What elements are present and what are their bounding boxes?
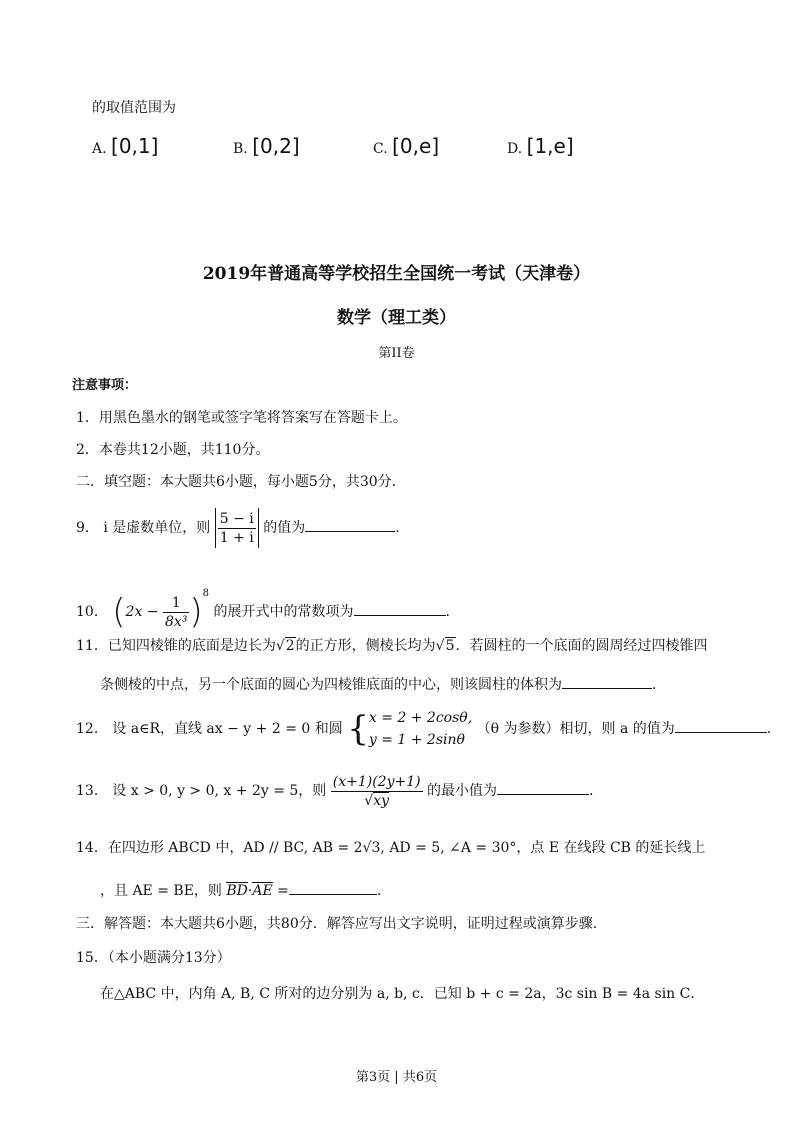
question-12: 12． 设 a∈R，直线 ax − y + 2 = 0 和圆 { x = 2 + 2cosθ, y = 1 + 2sinθ （θ 为参数）相切，则 a 的值为 . xyxy=(76,709,772,749)
q11-number: 11． xyxy=(76,638,108,654)
page-number: 第3页 | 共6页 xyxy=(355,1070,438,1085)
question-13: 13． 设 x > 0, y > 0, x + 2y = 5，则 $\frac{(x+1)(2y+1)}{√xy}$ 的最小值为 . xyxy=(76,773,594,809)
q12-tail: （θ 为参数）相切，则 a 的值为 xyxy=(476,721,675,737)
note-1: 1．用黑色墨水的钢笔或签字笔将答案写在答题卡上。 xyxy=(76,410,407,426)
q12-parametric-system xyxy=(369,707,472,751)
q13-text: 设 x > 0, y > 0, x + 2y = 5，则 xyxy=(112,783,327,799)
q9-answer-blank[interactable] xyxy=(305,517,395,532)
q14-equals: = xyxy=(277,883,289,899)
exam-subtitle: 数学（理工类） xyxy=(337,308,456,328)
dot-product-sign: · xyxy=(247,883,253,899)
q10-exponent: 8 xyxy=(202,588,210,599)
question-14-line-1 xyxy=(76,838,705,858)
previous-question-tail: 的取值范围为 xyxy=(92,100,176,116)
option-d xyxy=(507,136,574,159)
q10-answer-blank[interactable] xyxy=(354,601,446,616)
option-b-label: B. xyxy=(233,141,248,157)
question-15-body: 在△ABC 中，内角 A, B, C 所对的边分别为 a, b, c．已知 b + c = 2a，3c sin B = 4a sin C． xyxy=(100,986,705,1002)
q10-number: 10． xyxy=(76,604,108,620)
q10-expr: 2x − xyxy=(125,604,159,620)
q9-denominator: 1 + i xyxy=(219,529,254,546)
q9-tail: 的值为 xyxy=(263,520,306,536)
q10-denominator: 8x³ xyxy=(164,613,188,630)
question-11-line-1 xyxy=(76,636,708,656)
option-c xyxy=(373,136,439,159)
question-10: 10． (2x − $\frac{1}{\text{8x³}}$ )$^8$ 的展开式中的常数项为 . xyxy=(76,588,450,632)
q12-text: 设 a∈R，直线 ax − y + 2 = 0 和圆 xyxy=(112,721,343,737)
sqrt-5: √5 xyxy=(435,638,455,654)
q9-numerator: 5 − i xyxy=(219,510,254,527)
q14-number: 14． xyxy=(76,840,108,856)
q13-denominator: √xy xyxy=(364,792,390,809)
option-d-label: D. xyxy=(507,141,523,157)
option-b xyxy=(233,136,300,159)
option-a-value: [0,1] xyxy=(111,134,159,158)
option-b-value: [0,2] xyxy=(252,134,300,158)
question-9: 9． i 是虚数单位，则 $\frac{5 - i}{1 + i}$ 的值为 . xyxy=(76,508,400,548)
q11-text-d: 条侧棱的中点，另一个底面的圆心为四棱锥底面的中心，则该圆柱的体积为 xyxy=(100,677,562,693)
option-d-value: [1,e] xyxy=(526,134,574,158)
option-a-label: A. xyxy=(92,141,107,157)
q13-numerator: (x+1)(2y+1) xyxy=(332,773,421,790)
q9-text: i 是虚数单位，则 xyxy=(103,520,211,536)
q11-text-b: 的正方形，侧棱长均为 xyxy=(295,638,436,654)
q12-eq-2: y = 1 + 2sinθ xyxy=(368,732,465,748)
section-solution-heading: 三．解答题：本大题共6小题，共80分．解答应写出文字说明，证明过程或演算步骤. xyxy=(76,916,598,932)
option-c-label: C. xyxy=(373,141,388,157)
q11-text-c: ．若圆柱的一个底面的圆周经过四棱锥四 xyxy=(455,638,708,654)
notes-heading: 注意事项： xyxy=(72,378,138,393)
q9-modulus xyxy=(215,508,259,548)
q11-text-a: 已知四棱锥的底面是边长为 xyxy=(107,638,276,654)
q15-points: （本小题满分13分） xyxy=(107,950,231,966)
q14-text-a: 在四边形 ABCD 中，AD // BC, AB = 2√3, AD = 5, ∠A = 30°，点 E 在线段 CB 的延长线上 xyxy=(107,840,706,856)
q12-eq-1: x = 2 + 2cosθ, xyxy=(368,710,473,726)
question-14-line-2: ，且 AE = BE，则 BD·AE = . xyxy=(100,880,381,901)
q11-answer-blank[interactable] xyxy=(562,674,652,689)
question-15-header xyxy=(76,948,231,968)
q15-number: 15． xyxy=(76,950,108,966)
q9-number: 9． xyxy=(76,520,99,536)
option-c-value: [0,e] xyxy=(392,134,440,158)
q12-answer-blank[interactable] xyxy=(675,718,767,733)
q14-answer-blank[interactable] xyxy=(289,880,377,895)
q10-numerator: 1 xyxy=(163,594,189,613)
volume-label: 第II卷 xyxy=(378,346,415,361)
exam-title: 2019年普通高等学校招生全国统一考试（天津卷） xyxy=(202,264,591,284)
q13-number: 13． xyxy=(76,783,108,799)
vector-ae: AE xyxy=(252,883,273,899)
question-11-line-2: 条侧棱的中点，另一个底面的圆心为四棱锥底面的中心，则该圆柱的体积为 . xyxy=(100,674,656,695)
q10-tail: 的展开式中的常数项为 xyxy=(213,604,354,620)
section-fill-in-heading: 二．填空题：本大题共6小题，每小题5分，共30分. xyxy=(76,474,397,490)
sqrt-2: √2 xyxy=(275,638,295,654)
q13-answer-blank[interactable] xyxy=(497,780,589,795)
note-2: 2．本卷共12小题，共110分。 xyxy=(76,442,270,458)
vector-bd: BD xyxy=(226,883,248,899)
q13-tail: 的最小值为 xyxy=(427,783,498,799)
option-a xyxy=(92,136,158,159)
q12-number: 12． xyxy=(76,721,108,737)
q14-text-b: ，且 AE = BE，则 xyxy=(100,883,222,899)
